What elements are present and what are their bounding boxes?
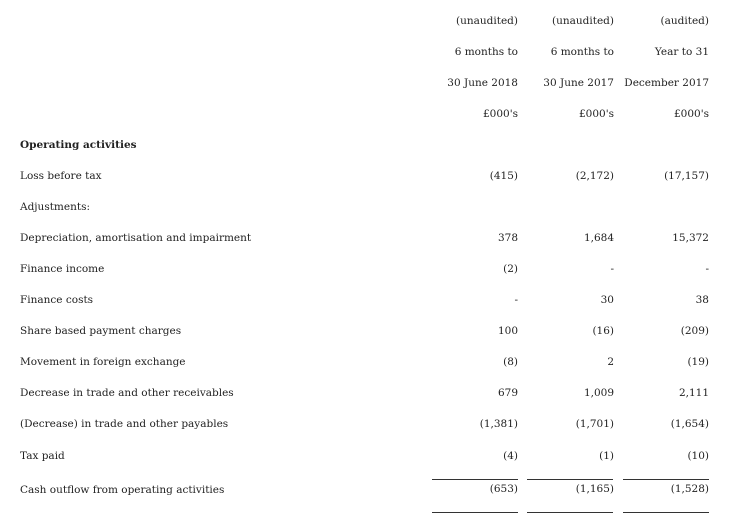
total-value: (653) [489,483,518,495]
row-value: (10) [687,450,709,462]
total-label: Cash outflow from operating activities [20,484,225,496]
row-value: (2,172) [575,170,614,182]
row-value: 2,111 [678,387,709,399]
row-label: Tax paid [20,450,65,462]
row-value: (1,381) [479,418,518,430]
col3-period: Year to 31 [654,46,709,58]
row-value: (16) [592,325,614,337]
row-value: (1) [599,450,614,462]
col1-date: 30 June 2018 [447,77,518,89]
row-value: (17,157) [664,170,709,182]
row-value: - [514,294,518,306]
col3-date: December 2017 [624,77,709,89]
row-value: (1,654) [670,418,709,430]
row-value: 100 [497,325,518,337]
section-title: Operating activities [20,139,137,151]
row-value: (8) [503,356,518,368]
row-value: (19) [687,356,709,368]
row-label: Loss before tax [20,170,102,182]
row-label: Adjustments: [20,201,91,213]
total-value: (1,165) [575,483,614,495]
col1-status: (unaudited) [456,15,518,27]
row-value: 1,009 [583,387,614,399]
row-value: (1,701) [575,418,614,430]
row-value: (4) [503,450,518,462]
row-value: 1,684 [583,232,614,244]
row-value: (2) [503,263,518,275]
row-label: Decrease in trade and other receivables [20,387,234,399]
row-label: (Decrease) in trade and other payables [20,418,229,430]
row-label: Finance costs [20,294,94,306]
col2-unit: £000's [579,108,614,120]
row-value: (209) [680,325,709,337]
total-rule-top [527,479,613,480]
total-rule-bottom [527,512,613,513]
row-value: 15,372 [672,232,709,244]
total-rule-top [432,479,518,480]
col3-unit: £000's [674,108,709,120]
row-value: 679 [497,387,518,399]
row-value: - [610,263,614,275]
total-rule-bottom [623,512,709,513]
row-value: 38 [695,294,709,306]
row-value: 2 [607,356,614,368]
row-label: Depreciation, amortisation and impairment [20,232,252,244]
col2-date: 30 June 2017 [543,77,614,89]
row-label: Share based payment charges [20,325,182,337]
col2-period: 6 months to [550,46,614,58]
total-value: (1,528) [670,483,709,495]
col2-status: (unaudited) [552,15,614,27]
row-value: - [705,263,709,275]
row-value: 378 [497,232,518,244]
row-value: 30 [600,294,614,306]
total-rule-bottom [432,512,518,513]
total-rule-top [623,479,709,480]
row-value: (415) [489,170,518,182]
col1-unit: £000's [483,108,518,120]
col1-period: 6 months to [454,46,518,58]
row-label: Finance income [20,263,105,275]
col3-status: (audited) [660,15,709,27]
row-label: Movement in foreign exchange [20,356,186,368]
